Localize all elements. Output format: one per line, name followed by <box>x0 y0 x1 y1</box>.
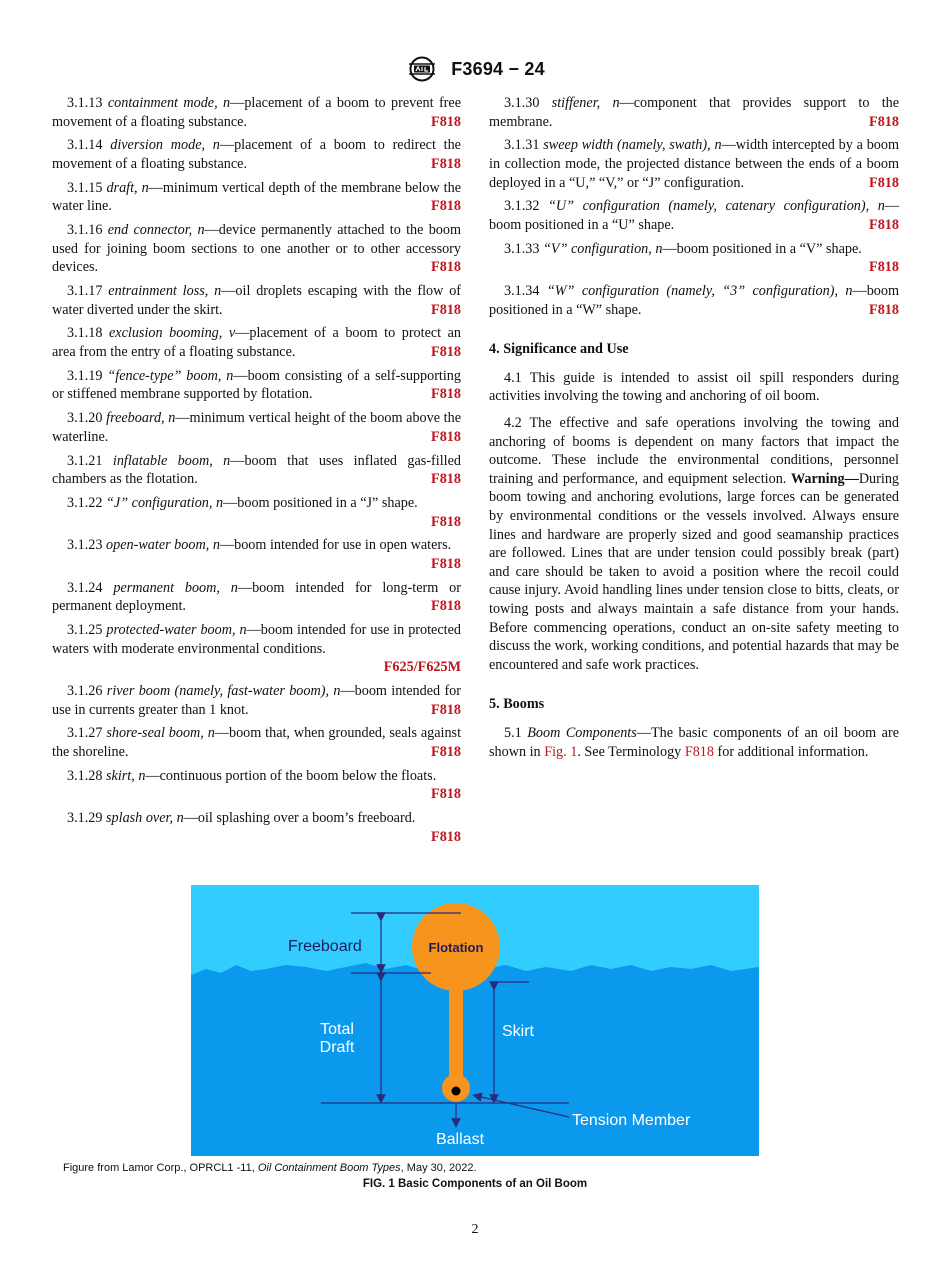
definition-term: “V” configuration, <box>543 240 652 257</box>
reference-link[interactable]: F818 <box>431 598 461 615</box>
left-column <box>52 94 461 852</box>
definition-text: —boom positioned in a “W” shape. <box>489 283 900 318</box>
figure-credit-title: Oil Containment Boom Types <box>257 1162 401 1174</box>
reference-link[interactable]: F818 <box>431 786 461 803</box>
reference-link[interactable]: F818 <box>431 828 461 845</box>
definition-text: —oil splashing over a boom’s freeboard. <box>183 810 416 827</box>
definition-3-1-14 <box>52 136 461 173</box>
definition-term: shore-seal boom, <box>106 725 204 742</box>
definition-text: —boom positioned in a “J” shape. <box>223 494 418 511</box>
definition-term: freeboard, <box>106 410 165 427</box>
definition-3-1-15 <box>52 179 461 216</box>
definition-text: —boom intended for use in open waters. <box>219 537 452 554</box>
paragraph-4-1: 4.1 This guide is intended to assist oil spill responders during activities involving the towing and anchoring of oil boom. <box>489 369 899 405</box>
definition-number: 3.1.19 <box>67 367 103 384</box>
definition-term: draft, <box>106 179 138 196</box>
definition-3-1-31 <box>489 136 899 192</box>
reference-link[interactable]: F818 <box>869 113 899 130</box>
definition-term: “J” configuration, <box>106 494 213 511</box>
part-of-speech: n <box>223 452 231 469</box>
part-of-speech: n <box>230 579 238 596</box>
definition-number: 3.1.16 <box>67 222 103 239</box>
definition-3-1-16 <box>52 221 461 277</box>
part-of-speech: n <box>877 198 885 215</box>
definition-term: river boom (namely, fast-water boom), <box>106 683 330 700</box>
reference-link[interactable]: F818 <box>431 301 461 318</box>
reference-link[interactable]: F818 <box>431 386 461 403</box>
part-of-speech: v <box>228 325 236 342</box>
definition-3-1-30 <box>489 94 899 131</box>
part-of-speech: n <box>714 137 722 154</box>
section-5-heading: 5. Booms <box>489 696 545 713</box>
definition-number: 3.1.26 <box>67 683 103 700</box>
part-of-speech: n <box>212 537 220 554</box>
part-of-speech: n <box>333 683 341 700</box>
reference-link[interactable]: F818 <box>431 513 461 530</box>
skirt-label: Skirt <box>502 1023 534 1040</box>
reference-link[interactable]: F818 <box>431 701 461 718</box>
definition-number: 3.1.34 <box>504 283 540 300</box>
definition-term: permanent boom, <box>113 579 220 596</box>
definition-term: skirt, <box>106 767 135 784</box>
definition-term: diversion mode, <box>110 137 206 154</box>
terminology-f818-link[interactable]: F818 <box>684 743 714 760</box>
page-number: 2 <box>471 1222 479 1237</box>
part-of-speech: n <box>655 240 663 257</box>
definition-3-1-26 <box>52 682 461 719</box>
definition-term: entrainment loss, <box>108 283 209 300</box>
draft-label: Draft <box>319 1039 355 1056</box>
figure-credit-a: Figure from Lamor Corp., OPRCL1 -11, <box>63 1162 255 1174</box>
definition-3-1-28 <box>52 767 461 804</box>
definition-term: stiffener, <box>551 95 601 111</box>
part-of-speech: n <box>197 222 205 239</box>
definition-text: —placement of a boom to redirect the movement of a floating substance. <box>52 137 461 172</box>
paragraph-5-1-number: 5.1 <box>504 724 522 741</box>
definition-text: —boom intended for use in currents greater than 1 knot. <box>52 683 461 718</box>
definition-3-1-27 <box>52 724 461 761</box>
reference-link[interactable]: F818 <box>869 216 899 233</box>
part-of-speech: n <box>215 494 224 511</box>
figure-credit-b: , May 30, 2022. <box>400 1162 477 1174</box>
definition-text: —component that provides support to the membrane. <box>489 95 900 130</box>
definition-3-1-17 <box>52 282 461 319</box>
definition-term: open-water boom, <box>106 537 210 554</box>
definition-number: 3.1.33 <box>504 240 540 257</box>
ballast-label: Ballast <box>435 1131 485 1148</box>
definition-number: 3.1.15 <box>67 179 103 196</box>
definition-3-1-23 <box>52 536 461 573</box>
definition-text: —boom intended for long-term or permanent deployment. <box>52 579 461 615</box>
definition-term: splash over, <box>106 810 174 827</box>
warning-label: Warning— <box>791 470 859 487</box>
paragraph-5-1-term: Boom Components <box>527 724 637 741</box>
document-number: F3694 − 24 <box>451 58 545 79</box>
part-of-speech: n <box>141 179 149 196</box>
page-header <box>0 56 950 82</box>
definition-number: 3.1.24 <box>67 579 103 596</box>
definition-number: 3.1.22 <box>67 494 103 511</box>
definition-term: end connector, <box>107 222 193 239</box>
definition-3-1-24 <box>52 579 461 616</box>
definition-term: sweep width (namely, swath), <box>543 137 711 154</box>
reference-link[interactable]: F625/F625M <box>383 659 461 676</box>
definition-3-1-25 <box>52 621 461 677</box>
paragraph-5-1-text-a: —The basic components of an oil boom are shown in <box>489 724 899 760</box>
reference-link[interactable]: F818 <box>431 259 461 276</box>
definition-term: “U” configuration (namely, catenary configuration), <box>548 198 870 215</box>
definition-term: inflatable boom, <box>112 452 213 469</box>
boom-components-figure <box>191 885 759 1156</box>
definition-number: 3.1.21 <box>67 452 103 469</box>
flotation-label: Flotation <box>428 940 484 955</box>
definition-3-1-22 <box>52 494 461 531</box>
definition-number: 3.1.30 <box>504 95 540 111</box>
definition-number: 3.1.17 <box>67 283 103 300</box>
definition-text: —device permanently attached to the boom used for joining boom sections to one another or to other accessory devices. <box>52 222 462 276</box>
definition-3-1-34 <box>489 282 899 319</box>
definition-3-1-20 <box>52 409 461 446</box>
tension-member-label: Tension Member <box>572 1112 691 1129</box>
part-of-speech: n <box>214 283 222 300</box>
right-column <box>489 94 899 769</box>
definition-3-1-29 <box>52 809 461 846</box>
definition-number: 3.1.31 <box>504 137 540 154</box>
definition-text: —oil droplets escaping with the flow of water diverted under the skirt. <box>52 283 462 318</box>
definition-text: —boom that, when grounded, seals against the shoreline. <box>52 725 462 761</box>
total-label: Total <box>320 1021 354 1038</box>
definition-number: 3.1.32 <box>504 198 540 215</box>
definition-number: 3.1.27 <box>67 725 103 742</box>
paragraph-4-2 <box>489 414 899 674</box>
part-of-speech: n <box>226 367 234 384</box>
section-4-heading: 4. Significance and Use <box>489 341 629 358</box>
reference-link[interactable]: F818 <box>431 744 461 761</box>
reference-link[interactable]: F818 <box>869 259 899 276</box>
boom-diagram <box>191 885 759 1156</box>
definition-text: —boom intended for use in protected waters with moderate environmental conditions. <box>52 622 461 657</box>
part-of-speech: n <box>212 137 220 154</box>
part-of-speech: n <box>176 810 184 827</box>
definition-3-1-32 <box>489 197 899 234</box>
figure-credit <box>63 1162 477 1174</box>
skirt-membrane <box>449 981 463 1081</box>
part-of-speech: n <box>168 410 176 427</box>
definition-text: —boom positioned in a “U” shape. <box>489 198 899 233</box>
reference-link[interactable]: F818 <box>431 344 461 361</box>
paragraph-5-1-text-c: for additional information. <box>717 743 869 760</box>
definition-term: protected-water boom, <box>106 622 236 639</box>
reference-link[interactable]: F818 <box>869 301 899 318</box>
definition-number: 3.1.18 <box>67 325 103 342</box>
right-definitions <box>489 94 899 319</box>
definition-text: —minimum vertical height of the boom above the waterline. <box>52 410 462 445</box>
definition-3-1-33 <box>489 240 899 277</box>
definition-term: exclusion booming, <box>109 325 223 342</box>
reference-link[interactable]: F818 <box>431 471 461 488</box>
definition-number: 3.1.20 <box>67 410 103 427</box>
reference-link[interactable]: F818 <box>431 155 461 172</box>
definition-number: 3.1.25 <box>67 622 103 639</box>
definition-3-1-13 <box>52 94 461 131</box>
definition-3-1-18 <box>52 324 461 361</box>
definition-text: —minimum vertical depth of the membrane below the water line. <box>52 179 462 215</box>
definition-text: —placement of a boom to prevent free movement of a floating substance. <box>52 95 461 130</box>
definition-number: 3.1.13 <box>67 95 103 111</box>
definition-number: 3.1.28 <box>67 767 103 784</box>
part-of-speech: n <box>612 95 620 111</box>
part-of-speech: n <box>239 622 247 639</box>
definition-term: containment mode, <box>107 95 218 111</box>
definition-text: —boom consisting of a self-supporting or stiffened membrane supported by flotation. <box>52 367 461 403</box>
definition-text: —boom that uses inflated gas-filled chambers as the flotation. <box>52 452 461 488</box>
part-of-speech: n <box>223 95 231 111</box>
definition-number: 3.1.23 <box>67 537 103 554</box>
definition-term: “fence-type” boom, <box>107 367 222 384</box>
definition-term: “W” configuration (namely, “3” configuration), <box>546 283 839 300</box>
paragraph-5-1-text-b: . See Terminology <box>577 743 682 760</box>
paragraph-4-2-end: During boom towing and anchoring evolutions, large forces can be generated by environmental conditions or the vessels involved. Always ensure lines and hardware are properly sized and good seamanship practices are followed. Lines that are under tension could possibly break (part) and care should be taken to avoid a position where the recoil could cause injury. Avoid handling lines under tension close to bitts, cleats, or towing posts and always maintain a safe distance from your hands. Before commencing operations, conduct an on-site safety meeting to discuss the work, working conditions, and potential hazards that may be encountered and safe work practices. <box>489 470 900 673</box>
paragraph-4-2-start: 4.2 The effective and safe operations involving the towing and anchoring of booms is dependent on many factors that impact the outcome. These include the environmental conditions, personnel training and performance, and equipment selection. <box>489 415 899 487</box>
reference-link[interactable]: F818 <box>431 198 461 215</box>
reference-link[interactable]: F818 <box>869 174 899 191</box>
part-of-speech: n <box>845 283 853 300</box>
part-of-speech: n <box>138 767 146 784</box>
part-of-speech: n <box>207 725 215 742</box>
definition-text: —width intercepted by a boom in collection mode, the projected distance between the ends of a boom deployed in a “U,” “V,” or “J” configuration. <box>489 137 900 191</box>
reference-link[interactable]: F818 <box>431 428 461 445</box>
definition-text: —continuous portion of the boom below the floats. <box>145 767 437 784</box>
figure-1-link[interactable]: Fig. 1 <box>544 743 578 760</box>
reference-link[interactable]: F818 <box>431 555 461 572</box>
definition-number: 3.1.14 <box>67 137 103 154</box>
reference-link[interactable]: F818 <box>431 113 461 130</box>
definition-text: —boom positioned in a “V” shape. <box>662 240 862 257</box>
freeboard-label: Freeboard <box>288 938 362 955</box>
definition-number: 3.1.29 <box>67 810 103 827</box>
figure-caption: FIG. 1 Basic Components of an Oil Boom <box>362 1178 588 1190</box>
astm-logo-icon <box>405 56 439 82</box>
definition-3-1-19 <box>52 367 461 404</box>
definition-3-1-21 <box>52 452 461 489</box>
tension-member-cable <box>452 1087 461 1096</box>
paragraph-5-1 <box>489 724 899 761</box>
definition-text: —placement of a boom to protect an area from the entry of a floating substance. <box>52 325 462 361</box>
